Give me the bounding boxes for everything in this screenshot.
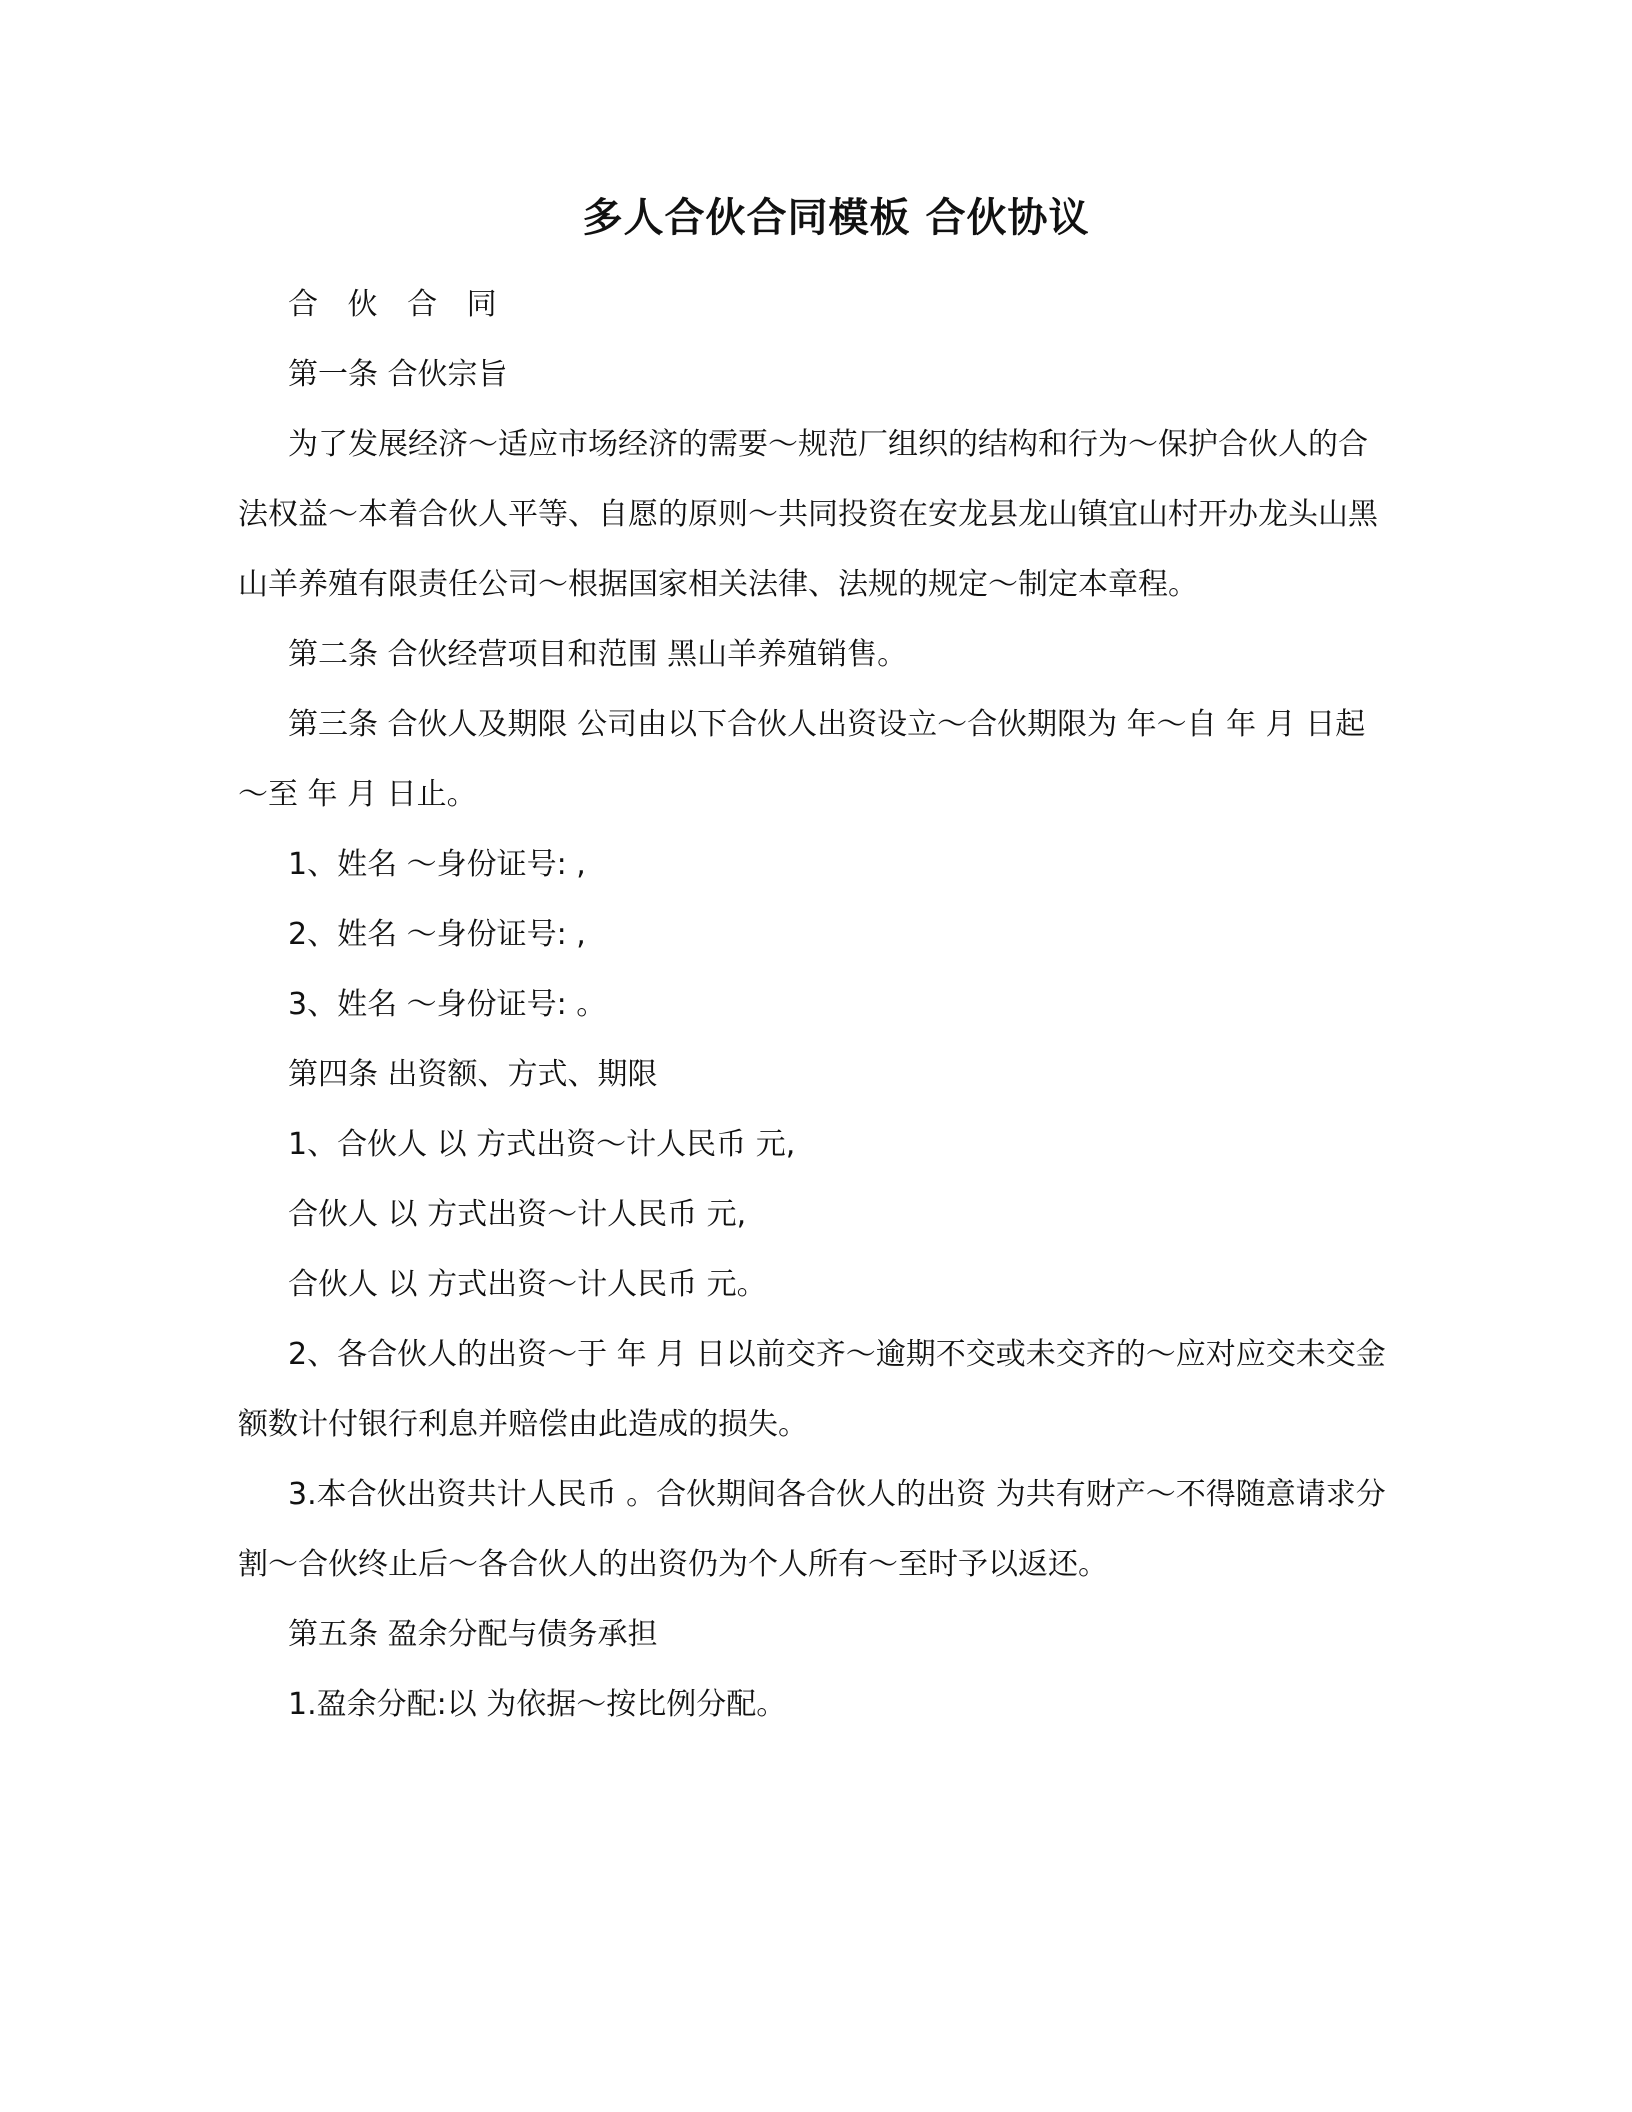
document-title: 多人合伙合同模板 合伙协议 [582, 195, 1090, 241]
contribution-2: 合伙人 以 方式出资～计人民币 元, [288, 1197, 747, 1232]
article-5-heading: 第五条 盈余分配与债务承担 [288, 1617, 658, 1652]
article-1-heading: 第一条 合伙宗旨 [288, 357, 508, 392]
article-3-text: 第三条 合伙人及期限 公司由以下合伙人出资设立～合伙期限为 年～自 年 月 日起～至 年 月 日止。 [238, 707, 1366, 812]
contribution-3: 合伙人 以 方式出资～计人民币 元。 [288, 1267, 767, 1302]
partner-2: 2、姓名 ～身份证号: , [288, 917, 586, 952]
contract-heading: 合 伙 合 同 [288, 287, 507, 322]
contribution-1: 1、合伙人 以 方式出资～计人民币 元, [288, 1127, 796, 1162]
article-2-text: 第二条 合伙经营项目和范围 黑山羊养殖销售。 [288, 637, 908, 672]
profit-distribution: 1.盈余分配:以 为依据～按比例分配。 [288, 1687, 787, 1722]
partner-1: 1、姓名 ～身份证号: , [288, 847, 586, 882]
contribution-deadline: 2、各合伙人的出资～于 年 月 日以前交齐～逾期不交或未交齐的～应对应交未交金额数计付银行利息并赔偿由此造成的损失。 [238, 1337, 1386, 1442]
article-4-heading: 第四条 出资额、方式、期限 [288, 1057, 658, 1092]
document-body [238, 270, 1388, 1740]
contribution-total: 3.本合伙出资共计人民币 。合伙期间各合伙人的出资 为共有财产～不得随意请求分割～合伙终止后～各合伙人的出资仍为个人所有～至时予以返还。 [238, 1477, 1386, 1582]
partner-3: 3、姓名 ～身份证号: 。 [288, 987, 607, 1022]
article-1-text: 为了发展经济～适应市场经济的需要～规范厂组织的结构和行为～保护合伙人的合法权益～本着合伙人平等、自愿的原则～共同投资在安龙县龙山镇宜山村开办龙头山黑山羊养殖有限责任公司～根据国家相关法律、法规的规定～制定本章程。 [238, 427, 1378, 602]
